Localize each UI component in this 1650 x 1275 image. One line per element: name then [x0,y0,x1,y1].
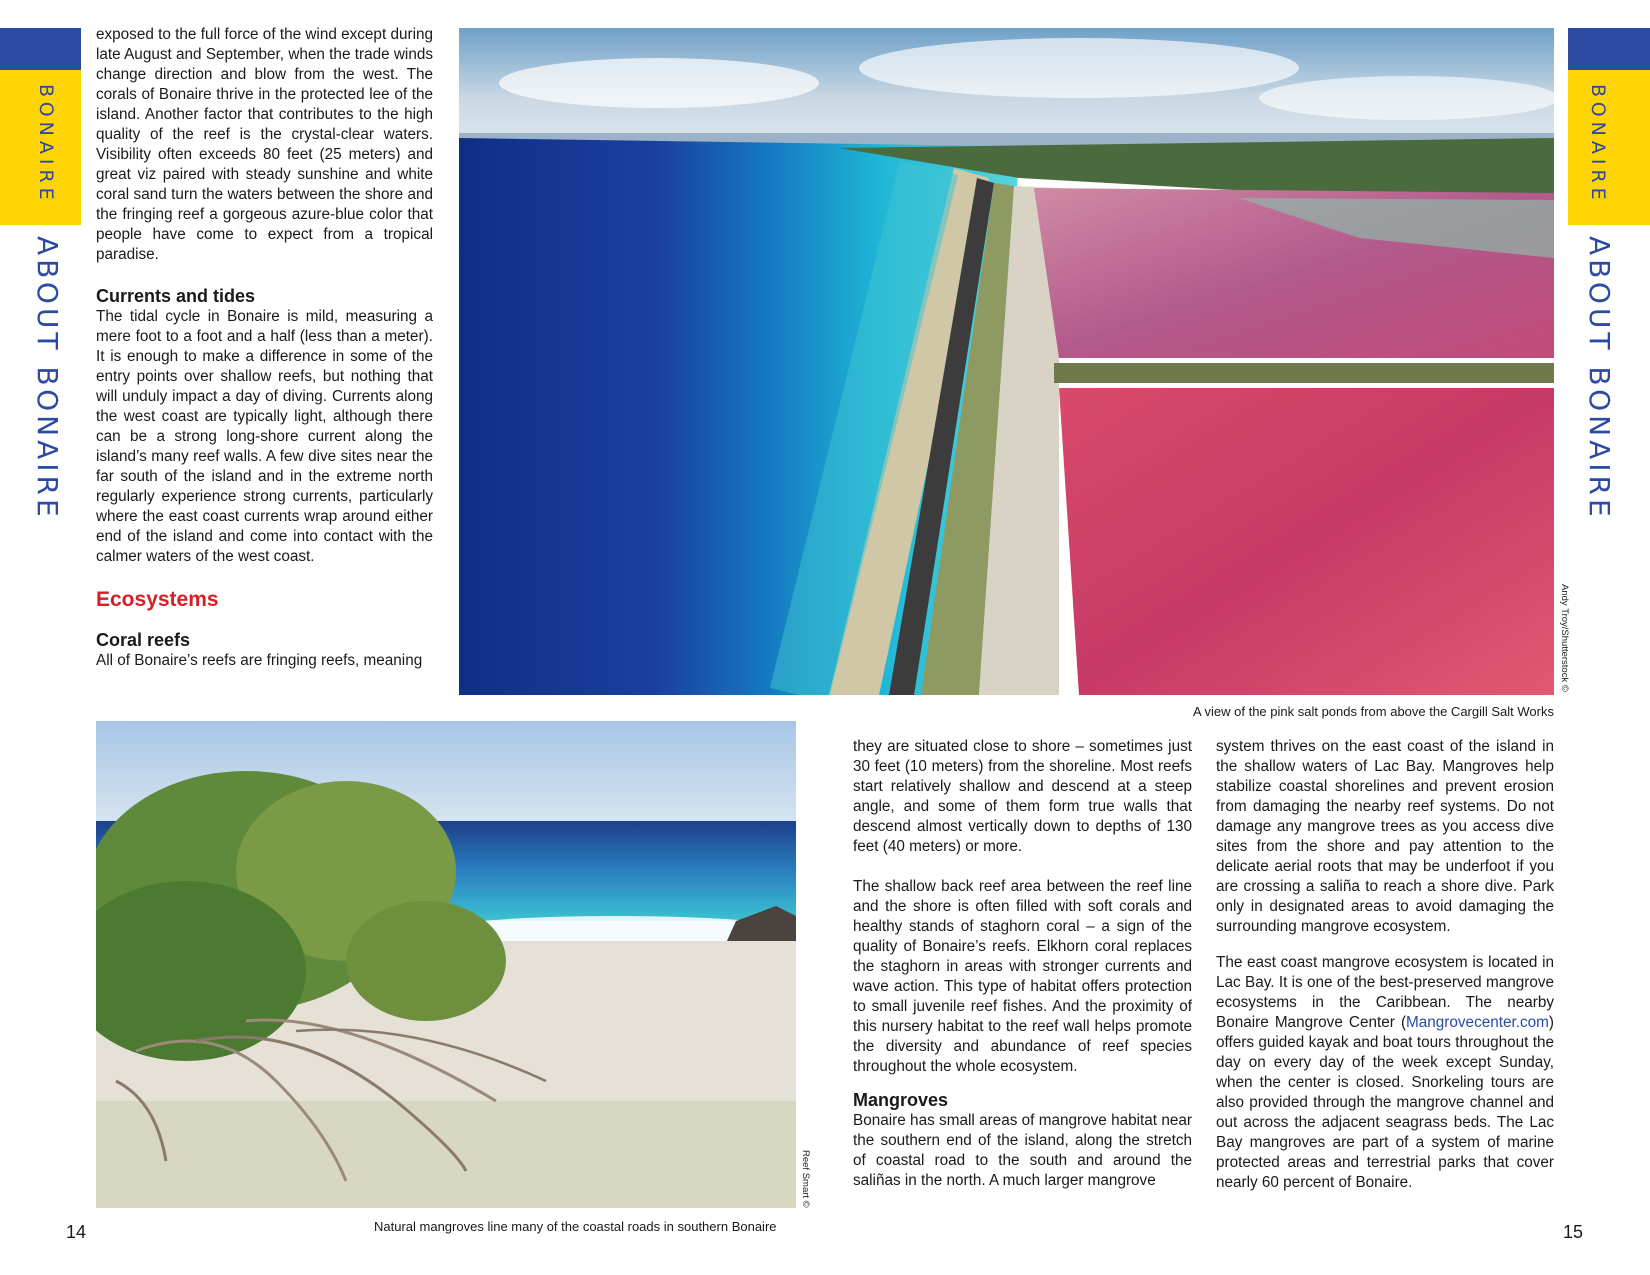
middle-text-column [853,737,1192,1191]
right-tab-long-label: ABOUT BONAIRE [1583,236,1616,521]
left-tab-blue-block [0,28,81,70]
currents-heading: Currents and tides [96,286,256,306]
page-number-left: 14 [66,1222,87,1242]
lac-bay-text-end: ) offers guided kayak and boat tours throughout the day on every day of the week except Sunday, when the center is closed. Snorkeling tours are also provided through the mangrove channel and out across the adjacent seagrass beds. The Lac Bay mangroves are part of a system of marine protected areas and terrestrial parks that cover nearly 60 percent of Bonaire. [1216,1014,1554,1191]
salt-ponds-photo [459,28,1554,695]
mangroves-heading: Mangroves [853,1090,949,1110]
left-text-column [96,25,433,671]
currents-paragraph: The tidal cycle in Bonaire is mild, measuring a mere foot to a foot and a half (less than a meter). It is enough to make a difference in some of the entry points over shallow reefs, but nothing that will unduly impact a day of diving. Currents along the west coast are typically light, although there can be a strong long-shore current along the island’s many reef walls. A few dive sites near the far south of the island and in the extreme north regularly experience strong currents, particularly where the east coast currents wrap around either end of the island and come into contact with the calmer waters of the west coast. [96,308,433,565]
page-number-right: 15 [1563,1222,1584,1242]
mangroves-photo [96,721,796,1208]
coral-reefs-continued-paragraph: they are situated close to shore – sometimes just 30 feet (10 meters) from the shoreline. Most reefs start relatively shallow and descend at a steep angle, and some of them form true walls that descend almost vertically down to depths of 130 feet (40 meters) or more. [853,738,1192,855]
right-text-column [1216,737,1554,1193]
left-tab-short-label: BONAIRE [35,84,57,205]
mangrovecenter-link[interactable]: Mangrovecenter.com [1406,1014,1549,1031]
back-reef-paragraph: The shallow back reef area between the reef line and the shore is often filled with soft corals and healthy stands of staghorn coral – a sign of the quality of Bonaire’s reefs. Elkhorn coral replaces the staghorn in areas with stronger currents and wave action. This type of habitat offers protection to small juvenile reef fishes. And the proximity of this nursery habitat to the reef wall helps promote the diversity and abundance of reef species throughout the whole ecosystem. [853,878,1192,1075]
lac-bay-paragraph [1216,953,1554,1193]
right-tab-yellow-block [1568,70,1650,225]
mangrove-system-paragraph: system thrives on the east coast of the island in the shallow waters of Lac Bay. Mangroves help stabilize coastal shorelines and prevent erosion from damaging the nearby reef systems. Do not damage any mangrove trees as you access dive sites from the shore and pay attention to the delicate aerial roots that may be underfoot if you are crossing a saliña to reach a shore dive. Park only in designated areas to avoid damaging the surrounding mangrove ecosystem. [1216,738,1554,935]
mangroves-caption: Natural mangroves line many of the coastal roads in southern Bonaire [374,1219,777,1234]
mangroves-photo-credit: Reef Smart © [800,1150,811,1208]
ecosystems-heading: Ecosystems [96,588,219,611]
right-tab-short-label: BONAIRE [1587,84,1609,205]
mangroves-paragraph: Bonaire has small areas of mangrove habitat near the southern end of the island, along the stretch of coastal road to the south and around the saliñas in the north. A much larger mangrove [853,1112,1192,1189]
salt-ponds-caption: A view of the pink salt ponds from above the Cargill Salt Works [1192,704,1554,719]
right-tab-blue-block [1568,28,1650,70]
intro-paragraph: exposed to the full force of the wind except during late August and September, when the trade winds change direction and blow from the west. The corals of Bonaire thrive in the protected lee of the island. Another factor that contributes to the high quality of the reef is the crystal-clear waters. Visibility often exceeds 80 feet (25 meters) and great viz paired with steady sunshine and white coral sand turn the waters between the shore and the fringing reef a gorgeous azure-blue color that people have come to expect from a tropical paradise. [96,26,433,263]
left-tab-long-label: ABOUT BONAIRE [31,236,64,521]
lac-bay-text-start: The east coast mangrove ecosystem is located in Lac Bay. It is one of the best-preserved mangrove ecosystems in the Caribbean. The nearby Bonaire Mangrove Center ( [1216,954,1554,1031]
salt-ponds-photo-credit: Andy Troy/Shutterstock © [1559,584,1570,692]
coral-reefs-heading: Coral reefs [96,630,191,650]
coral-reefs-paragraph: All of Bonaire’s reefs are fringing reefs, meaning [96,652,423,669]
